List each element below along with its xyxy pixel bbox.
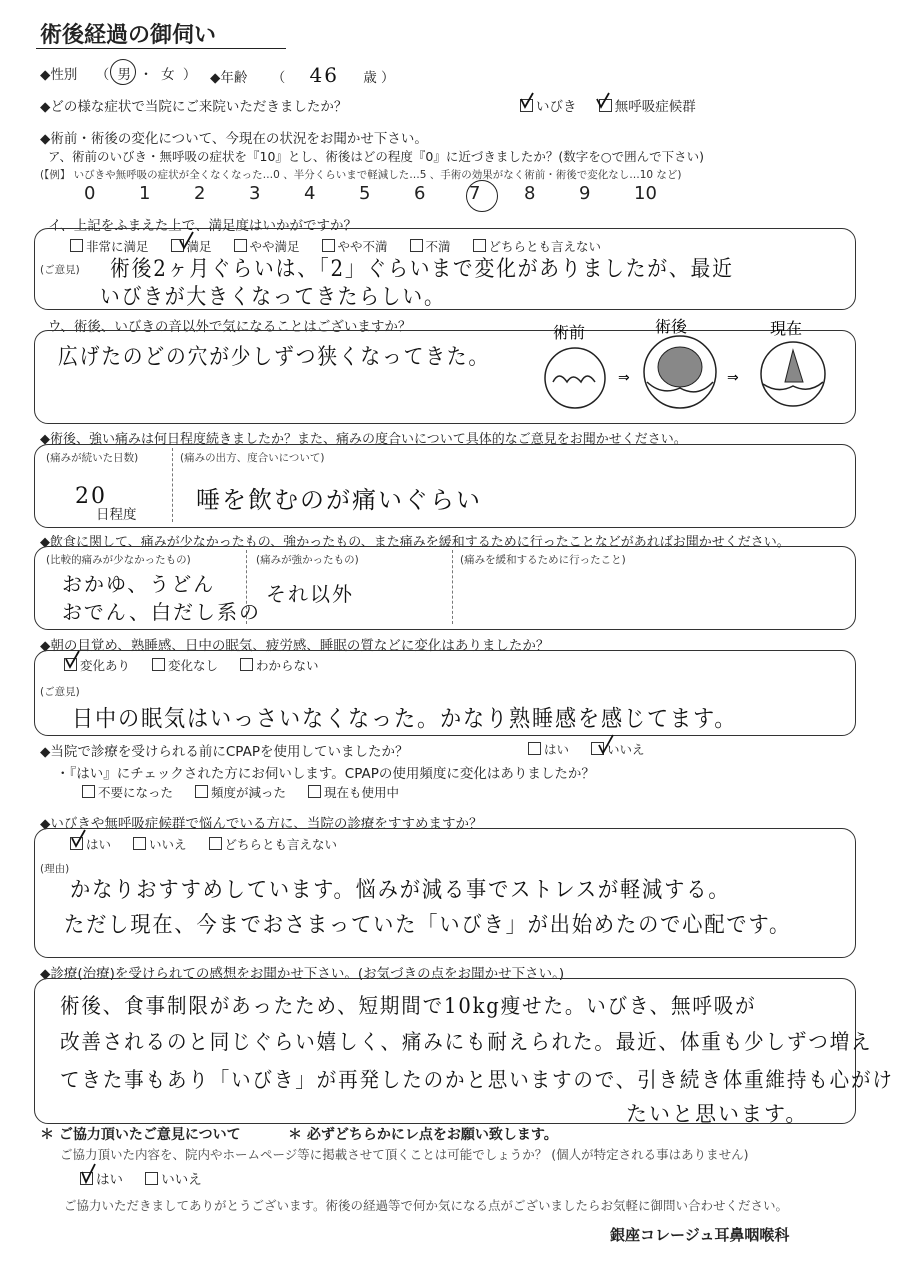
food-less-line2[interactable]: おでん、白だし系の — [62, 600, 261, 624]
checkbox-checked[interactable] — [171, 239, 184, 252]
sex-female-option[interactable]: 女 — [161, 67, 175, 83]
option-label: はい — [86, 837, 112, 852]
checkbox[interactable] — [70, 239, 83, 252]
checkbox[interactable] — [234, 239, 247, 252]
impression-line4[interactable]: たいと思います。 — [626, 1102, 809, 1126]
option-recommend-yes[interactable] — [70, 835, 111, 853]
checkbox[interactable] — [240, 658, 253, 671]
option-changed[interactable] — [64, 656, 130, 674]
pain-days-unit: 日程度 — [96, 507, 137, 523]
option-no-longer-needed[interactable] — [82, 783, 173, 801]
checkbox[interactable] — [195, 785, 208, 798]
other-concern-answer[interactable]: 広げたのどの穴が少しずつ狭くなってきた。 — [58, 345, 491, 370]
selected-circle-mark — [110, 59, 136, 85]
throat-sketch — [535, 312, 835, 412]
checkbox[interactable] — [133, 837, 146, 850]
option-label: 変化あり — [80, 658, 131, 673]
option-cpap-no[interactable] — [591, 740, 645, 758]
change-example: (【例】 いびきや無呼吸の症状が全くなくなった…0 、半分くらいまで軽減した…5 、手術の効果がなく術前・術後で変化なし…10 など) — [40, 169, 682, 181]
checkbox-checked[interactable] — [80, 1172, 93, 1185]
recommend-options — [70, 835, 355, 853]
scale-3[interactable]: 3 — [249, 183, 261, 204]
option-consent-no[interactable] — [145, 1168, 202, 1188]
checkbox[interactable] — [322, 239, 335, 252]
option-less-frequent[interactable] — [195, 783, 286, 801]
pain-degree-value[interactable]: 唾を飲むのが痛いぐらい — [196, 486, 482, 514]
consent-thanks: ご協力いただきましてありがとうございます。術後の経過等で何か気になる点がございましたらお気軽に御問い合わせください。 — [64, 1198, 789, 1213]
checkbox-checked[interactable] — [520, 99, 533, 112]
option-label: 頻度が減った — [211, 785, 287, 800]
scale-6[interactable]: 6 — [414, 183, 426, 204]
checkbox[interactable] — [528, 742, 541, 755]
sketch-label-after: 術後 — [655, 317, 688, 336]
pain-degree-label: (痛みの出方、度合いについて) — [180, 452, 325, 464]
option-unchanged[interactable] — [152, 656, 218, 674]
option-still-using[interactable] — [308, 783, 399, 801]
option-recommend-no[interactable] — [133, 835, 187, 853]
option-label: いびき — [536, 99, 577, 115]
pain-days-value[interactable]: 20 — [75, 484, 107, 509]
consent-question: ご協力頂いた内容を、院内やホームページ等に掲載させて頂くことは可能でしょうか？ (個人が特定される事はありません) — [60, 1147, 749, 1162]
checkbox[interactable] — [152, 658, 165, 671]
checkbox[interactable] — [410, 239, 423, 252]
sketch-label-before: 術前 — [553, 323, 586, 342]
sleep-options — [64, 656, 337, 674]
scale-4[interactable]: 4 — [304, 183, 316, 204]
food-divider-2 — [452, 550, 453, 624]
recommend-reason-line1[interactable]: かなりおすすめしています。悩みが減る事でストレスが軽減する。 — [70, 878, 731, 903]
option-label: いいえ — [161, 1172, 202, 1188]
cpap-question: ◆当院で診療を受けられる前にCPAPを使用していましたか？ — [40, 744, 409, 760]
consent-options — [80, 1168, 220, 1188]
checkbox[interactable] — [209, 837, 222, 850]
sex-open: （ — [95, 67, 110, 83]
pain-question: ◆術後、強い痛みは何日程度続きましたか？また、痛みの度合いについて具体的なご意見をお聞かせください。 — [40, 432, 687, 447]
satisfaction-comment-line1[interactable]: 術後2ヶ月ぐらいは、「2」ぐらいまで変化がありましたが、最近 — [110, 257, 734, 282]
sex-male-label: 男 — [117, 67, 131, 83]
option-label: わからない — [256, 658, 319, 673]
age-unit: 歳 — [363, 70, 377, 86]
option-unknown[interactable] — [240, 656, 319, 674]
title-underline — [36, 48, 286, 49]
symptoms-options — [520, 95, 714, 115]
age-label: ◆年齢 — [210, 70, 248, 86]
satisfaction-comment-label: (ご意見) — [40, 264, 80, 276]
cpap-sub-question: ・『はい』にチェックされた方にお伺いします。CPAPの使用頻度に変化はありましたか？ — [56, 766, 595, 782]
food-less-label: (比較的痛みが少なかったもの) — [46, 554, 191, 566]
sleep-comment[interactable]: 日中の眠気はいっさいなくなった。かなり熟睡感を感じてます。 — [72, 706, 738, 732]
sleep-question: ◆朝の目覚め、熟睡感、日中の眠気、疲労感、睡眠の質などに変化はありましたか？ — [40, 638, 550, 654]
scale-0[interactable]: 0 — [84, 183, 96, 204]
food-strong-value[interactable]: それ以外 — [266, 582, 354, 606]
option-label: はい — [544, 742, 570, 757]
option-label: 無呼吸症候群 — [614, 99, 696, 115]
sex-row — [40, 63, 196, 83]
consent-heading-right: ＊ 必ずどちらかにレ点をお願い致します。 — [288, 1127, 558, 1143]
food-less-line1[interactable]: おかゆ、うどん — [62, 572, 216, 596]
option-label: どちらとも言えない — [488, 239, 602, 254]
cpap-sub-options — [82, 783, 417, 801]
sex-label: ◆性別 — [40, 67, 78, 83]
impression-question: ◆診療(治療)を受けられての感想をお聞かせ下さい。(お気づきの点をお聞かせ下さい。) — [40, 966, 565, 982]
option-label: 変化なし — [168, 658, 219, 673]
symptoms-question: ◆どの様な症状で当院にご来院いただきましたか？ — [40, 99, 348, 115]
sex-close: ） — [182, 67, 197, 83]
change-scale — [84, 183, 689, 204]
recommend-question: ◆いびきや無呼吸症候群で悩んでいる方に、当院の診療をすすめますか？ — [40, 816, 483, 832]
sketch-label-now: 現在 — [770, 319, 803, 338]
consent-heading-left: ＊ ご協力頂いたご意見について — [40, 1127, 241, 1143]
recommend-reason-line2[interactable]: ただし現在、今までおさまっていた「いびき」が出始めたので心配です。 — [64, 913, 792, 938]
svg-text:⇒: ⇒ — [727, 370, 739, 386]
impression-line2[interactable]: 改善されるのと同じぐらい嬉しく、痛みにも耐えられた。最近、体重も少しずつ増え — [60, 1030, 873, 1054]
sex-male-option[interactable] — [113, 63, 135, 83]
satisfaction-question: イ、上記をふまえた上で、満足度はいかがですか？ — [48, 218, 358, 234]
recommend-reason-label: (理由) — [40, 863, 70, 875]
option-consent-yes[interactable] — [80, 1168, 123, 1188]
scale-2[interactable]: 2 — [194, 183, 206, 204]
food-strong-label: (痛みが強かったもの) — [256, 554, 359, 566]
option-label: はい — [96, 1172, 123, 1188]
option-label: 現在も使用中 — [324, 785, 400, 800]
option-label: いいえ — [149, 837, 187, 852]
checkbox-checked[interactable] — [70, 837, 83, 850]
option-label: いいえ — [607, 742, 645, 757]
pain-divider — [172, 448, 173, 522]
checkbox-checked[interactable] — [599, 99, 612, 112]
option-cpap-yes[interactable] — [528, 740, 569, 758]
sleep-comment-label: (ご意見) — [40, 686, 80, 698]
option-label: やや満足 — [249, 239, 300, 254]
food-question: ◆飲食に関して、痛みが少なかったもの、強かったもの、また痛みを緩和するために行ったことなどがあればお聞かせください。 — [40, 535, 790, 550]
age-row — [210, 63, 395, 87]
scale-10[interactable]: 10 — [634, 183, 657, 204]
scale-1[interactable]: 1 — [139, 183, 151, 204]
age-open: （ — [271, 70, 286, 86]
checkbox[interactable] — [82, 785, 95, 798]
option-label: どちらとも言えない — [224, 837, 338, 852]
scale-9[interactable]: 9 — [579, 183, 591, 204]
svg-text:⇒: ⇒ — [618, 370, 630, 386]
option-snoring[interactable] — [520, 95, 577, 115]
checkbox[interactable] — [473, 239, 486, 252]
scale-7[interactable]: 7 — [469, 183, 481, 204]
page-title: 術後経過の御伺い — [40, 23, 217, 48]
scale-5[interactable]: 5 — [359, 183, 371, 204]
food-relief-label: (痛みを緩和するために行ったこと) — [460, 554, 626, 566]
option-apnea[interactable] — [599, 95, 696, 115]
pain-days-label: (痛みが続いた日数) — [46, 452, 139, 464]
option-label: 不要になった — [98, 785, 174, 800]
checkbox-checked[interactable] — [64, 658, 77, 671]
cpap-options — [528, 740, 663, 758]
change-a-question: ア、術前のいびき・無呼吸の症状を『10』とし、術後はどの程度『0』に近づきましたか？(数字を○で囲んで下さい) — [48, 149, 705, 164]
change-question: ◆術前・術後の変化について、今現在の状況をお聞かせ下さい。 — [40, 131, 428, 147]
satisfaction-comment-line2[interactable]: いびきが大きくなってきたらしい。 — [100, 285, 446, 310]
age-value[interactable]: 46 — [309, 63, 339, 87]
option-label: 非常に満足 — [86, 239, 149, 254]
option-label: やや不満 — [337, 239, 388, 254]
option-recommend-neutral[interactable] — [209, 835, 338, 853]
checkbox[interactable] — [308, 785, 321, 798]
other-concern-question: ウ、術後、いびきの音以外で気になることはございますか？ — [48, 319, 412, 335]
scale-8[interactable]: 8 — [524, 183, 536, 204]
sex-separator: ・ — [139, 67, 153, 83]
impression-line1[interactable]: 術後、食事制限があったため、短期間で10kg痩せた。いびき、無呼吸が — [60, 994, 757, 1018]
option-label: 満足 — [186, 239, 212, 254]
impression-line3[interactable]: てきた事もあり「いびき」が再発したのかと思いますので、引き続き体重維持も心がけ — [60, 1068, 894, 1092]
age-close: ） — [381, 70, 395, 86]
scale-selected-circle — [466, 180, 498, 212]
checkbox[interactable] — [145, 1172, 158, 1185]
checkbox-checked[interactable] — [591, 742, 604, 755]
option-label: 不満 — [425, 239, 451, 254]
clinic-name: 銀座コレージュ耳鼻咽喉科 — [610, 1226, 790, 1244]
